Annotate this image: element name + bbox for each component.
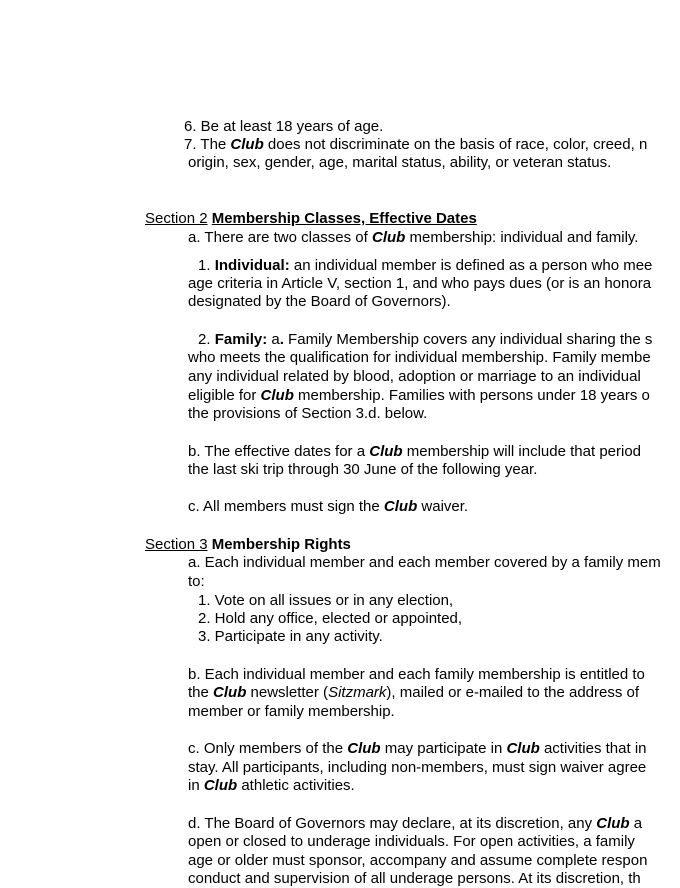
newsletter-name: Sitzmark <box>328 684 387 701</box>
family-num: 2. <box>198 331 215 348</box>
family-line5 <box>188 404 427 423</box>
family-line3 <box>188 367 641 386</box>
family-text-2: who meets the qualification for individual membership. Family membe <box>188 349 651 366</box>
rights-list-item-3 <box>198 627 383 646</box>
rights-item-3-text: 3. Participate in any activity. <box>198 628 383 645</box>
section-3-title: Membership Rights <box>211 536 351 553</box>
section-2b-line2 <box>188 460 537 479</box>
club-term: Club <box>596 815 630 832</box>
section-3d-line4 <box>188 869 641 888</box>
section-3c-line1 <box>188 739 647 758</box>
section-3d-text-1b: a <box>629 815 643 832</box>
section-3d-text-4: conduct and supervision of all underage persons. At its discretion, th <box>188 870 641 887</box>
section-3c-text: c. Only members of the <box>188 740 348 757</box>
section-3b-line2 <box>188 683 639 702</box>
club-term: Club <box>260 387 294 404</box>
family-text-3: any individual related by blood, adoption or marriage to an individual <box>188 368 641 385</box>
section-3b-line1 <box>188 665 645 684</box>
family-line1 <box>198 330 652 349</box>
family-label: Family: <box>214 331 268 348</box>
section-2c <box>188 497 468 516</box>
individual-line3 <box>188 292 451 311</box>
section-2a-text-cont: membership: individual and family. <box>405 229 639 246</box>
section-3b-text-2b: newsletter ( <box>246 684 329 701</box>
section-2b-text-2: the last ski trip through 30 June of the following year. <box>188 461 538 478</box>
section-3d-line1 <box>188 814 642 833</box>
section-2c-text: c. All members must sign the <box>188 498 384 515</box>
family-text-4-cont: membership. Families with persons under 18 years o <box>293 387 650 404</box>
section-3a-text: a. Each individual member and each member covered by a family mem <box>188 554 661 571</box>
section-3b-text-2d: ), mailed or e-mailed to the address of <box>386 684 640 701</box>
section-3c-line2 <box>188 758 646 777</box>
family-dot: . <box>279 331 284 348</box>
club-term: Club <box>347 740 381 757</box>
section-3-label: Section 3 <box>145 536 208 553</box>
section-3c-text-1c: activities that in <box>539 740 647 757</box>
section-3a-line1 <box>188 553 661 572</box>
section-3d-line2 <box>188 832 635 851</box>
section-2-title: Membership Classes, Effective Dates <box>211 210 477 227</box>
item-7-text-cont: does not discriminate on the basis of race, color, creed, n <box>263 136 648 153</box>
club-term: Club <box>371 229 406 246</box>
section-3d-text-3: age or older must sponsor, accompany and assume complete respon <box>188 852 648 869</box>
individual-text-2: age criteria in Article V, section 1, and who pays dues (or is an honora <box>188 275 652 292</box>
section-3d-line3 <box>188 851 647 870</box>
section-3d-text-2: open or closed to underage individuals. For open activities, a family <box>188 833 635 850</box>
family-text: Family Membership covers any individual sharing the s <box>283 331 653 348</box>
individual-num: 1. <box>198 257 215 274</box>
rights-item-1-text: 1. Vote on all issues or in any election, <box>198 592 454 609</box>
item-7-text: 7. The <box>184 136 231 153</box>
club-term: Club <box>230 136 264 153</box>
individual-label: Individual: <box>214 257 290 274</box>
individual-text: an individual member is defined as a person who mee <box>289 257 653 274</box>
section-3a-text-2: to: <box>188 573 205 590</box>
section-3d-text: d. The Board of Governors may declare, at its discretion, any <box>188 815 597 832</box>
club-term: Club <box>383 498 418 515</box>
family-line4 <box>188 386 650 405</box>
section-3b-line3 <box>188 702 395 721</box>
family-sub-a: a <box>267 331 280 348</box>
section-2c-text-cont: waiver. <box>417 498 469 515</box>
section-3b-text-3: member or family membership. <box>188 703 395 720</box>
club-term: Club <box>506 740 540 757</box>
rights-item-2-text: 2. Hold any office, elected or appointed, <box>198 610 463 627</box>
rights-list-item-2 <box>198 609 462 628</box>
club-term: Club <box>369 443 403 460</box>
list-item-7 <box>184 135 647 154</box>
section-2b-line1 <box>188 442 641 461</box>
club-term: Club <box>213 684 247 701</box>
section-3b-text-2: the <box>188 684 214 701</box>
section-2b-text: b. The effective dates for a <box>188 443 370 460</box>
section-3c-line3 <box>188 776 355 795</box>
section-3a-line2 <box>188 572 205 591</box>
family-line2 <box>188 348 651 367</box>
family-text-5: the provisions of Section 3.d. below. <box>188 405 428 422</box>
family-text-4: eligible for <box>188 387 261 404</box>
section-2-heading <box>145 209 477 228</box>
section-3c-text-2: stay. All participants, including non-members, must sign waiver agree <box>188 759 647 776</box>
section-3c-text-3b: athletic activities. <box>237 777 355 794</box>
section-3c-text-1b: may participate in <box>380 740 507 757</box>
list-item-7-line2 <box>188 153 611 172</box>
section-3b-text: b. Each individual member and each family membership is entitled to <box>188 666 645 683</box>
section-3c-text-3: in <box>188 777 204 794</box>
section-2a <box>188 228 638 247</box>
section-2b-text-cont: membership will include that period <box>402 443 642 460</box>
list-item-6 <box>184 117 383 136</box>
individual-line1 <box>198 256 652 275</box>
individual-text-3: designated by the Board of Governors). <box>188 293 451 310</box>
section-2-label: Section 2 <box>145 210 208 227</box>
section-2a-text: a. There are two classes of <box>188 229 372 246</box>
item-7-text-line2: origin, sex, gender, age, marital status, ability, or veteran status. <box>188 154 612 171</box>
item-6-text: 6. Be at least 18 years of age. <box>184 118 384 135</box>
section-3-heading <box>145 535 351 554</box>
club-term: Club <box>203 777 238 794</box>
individual-line2 <box>188 274 651 293</box>
rights-list-item-1 <box>198 591 453 610</box>
